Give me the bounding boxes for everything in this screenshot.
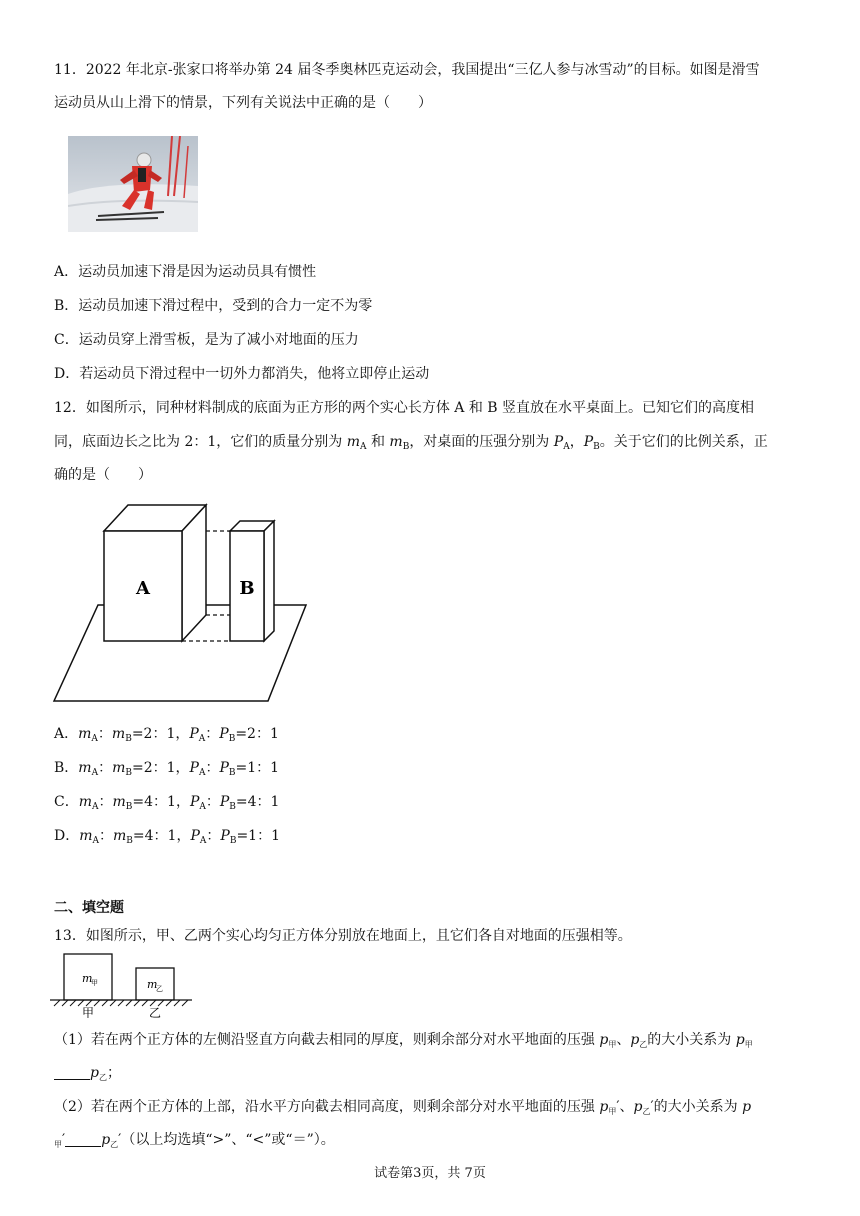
cuboid-b-label: B <box>239 578 255 599</box>
q11-stem-line1: 11．2022 年北京-张家口将举办第 24 届冬季奥林匹克运动会，我国提出“三亿人参与冰雪动”的目标。如图是滑雪 <box>54 62 760 78</box>
q11-stem-line2: 运动员从山上滑下的情景，下列有关说法中正确的是（ ） <box>54 95 432 111</box>
q13-part2-answer-blank[interactable] <box>65 1132 101 1147</box>
q11-option-b: B．运动员加速下滑过程中，受到的合力一定不为零 <box>54 298 373 314</box>
q12-option-a: A．$m_A$：$m_B=2$：1，$P_A$：$P_B=2$：1 <box>54 726 279 744</box>
q13-part2-line2: $_甲$′ $p_乙'$（以上均选填“>”、“<”或“＝”）。 <box>54 1132 335 1149</box>
q11-option-c: C．运动员穿上滑雪板，是为了减小对地面的压力 <box>54 332 359 348</box>
q13-part1-line1: （1）若在两个正方体的左侧沿竖直方向截去相同的厚度，则剩余部分对水平地面的压强 $p_甲$、$p_乙$的大小关系为 $p_甲$ <box>54 1032 753 1049</box>
cube-jia-mass-sub: 甲 <box>91 979 98 987</box>
q13-stem-line1: 13．如图所示，甲、乙两个实心均匀正方体分别放在地面上，且它们各自对地面的压强相等。 <box>54 928 632 944</box>
cube-yi-mass-m: m <box>147 978 158 991</box>
q12-stem-line3: 确的是（ ） <box>54 467 152 483</box>
q12-stem-line2: 同，底面边长之比为 2：1，它们的质量分别为 $m_A$ 和 $m_B$，对桌面的压强分别为 $P_A$，$P_B$。关于它们的比例关系，正 <box>54 434 768 452</box>
skier-photo <box>68 136 198 232</box>
cube-jia-mass-m: m <box>82 972 93 985</box>
q11-option-d: D．若运动员下滑过程中一切外力都消失，他将立即停止运动 <box>54 366 430 382</box>
page-footer: 试卷第3页，共 7页 <box>374 1166 486 1181</box>
q12-option-b: B．$m_A$：$m_B=2$：1，$P_A$：$P_B=1$：1 <box>54 760 280 778</box>
section-title-fill-blank: 二、填空题 <box>54 900 124 916</box>
q12-figure-cuboids <box>52 495 312 711</box>
q12-option-d: D．$m_A$：$m_B=4$：1，$P_A$：$P_B=1$：1 <box>54 828 280 846</box>
cube-jia-label: 甲 <box>81 1006 95 1018</box>
cube-yi-label: 乙 <box>148 1006 162 1018</box>
q12-stem-line1: 12．如图所示，同种材料制成的底面为正方形的两个实心长方体 A 和 B 竖直放在水平桌面上。已知它们的高度相 <box>54 400 755 416</box>
q13-part1-line2: $p_乙$； <box>54 1063 121 1088</box>
q13-part2-line1: （2）若在两个正方体的上部，沿水平方向截去相同高度，则剩余部分对水平地面的压强 $p_甲'$、$p_乙'$的大小关系为 p <box>54 1099 752 1116</box>
q13-part1-answer-blank[interactable] <box>54 1065 90 1080</box>
cuboid-a-label: A <box>136 578 150 599</box>
q13-figure-cubes <box>50 948 200 1022</box>
q12-option-c: C．$m_A$：$m_B=4$：1，$P_A$：$P_B=4$：1 <box>54 794 280 812</box>
q11-option-a: A．运动员加速下滑是因为运动员具有惯性 <box>54 264 317 280</box>
cube-yi-mass-sub: 乙 <box>156 985 163 993</box>
